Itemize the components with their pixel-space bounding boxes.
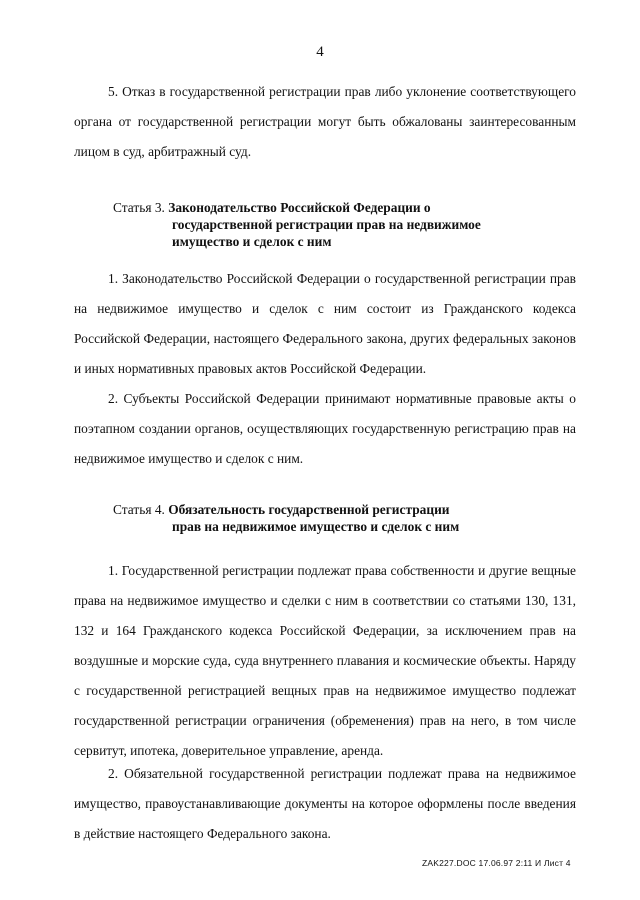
article3-title-line1: Законодательство Российской Федерации о bbox=[168, 200, 431, 215]
paragraph-article3-item2: 2. Субъекты Российской Федерации принимают нормативные правовые акты о поэтапном создании органов, осуществляющих государственную регистрацию прав на недвижимое имущество и сделок с ним. bbox=[74, 391, 576, 466]
paragraph-article3-item1: 1. Законодательство Российской Федерации о государственной регистрации прав на недвижимое имущество и сделок с ним состоит из Гражданского кодекса Российской Федерации, настоящего Федерального закона, других федеральных законов и иных нормативных правовых актов Российской Федерации. bbox=[74, 271, 576, 376]
article4-number: Статья 4. bbox=[113, 502, 165, 517]
article4-title-line2: прав на недвижимое имущество и сделок с ним bbox=[172, 519, 460, 534]
article3-title-line3: имущество и сделок с ним bbox=[172, 234, 332, 249]
paragraph-article2-item5: 5. Отказ в государственной регистрации прав либо уклонение соответствующего органа от государственной регистрации могут быть обжалованы заинтересованным лицом в суд, арбитражный суд. bbox=[74, 84, 576, 159]
article3-number: Статья 3. bbox=[113, 200, 165, 215]
page-number: 4 bbox=[316, 44, 324, 60]
article4-heading bbox=[113, 501, 533, 535]
article3-heading bbox=[113, 199, 533, 250]
document-footer: ZAK227.DOC 17.06.97 2:11 И Лист 4 bbox=[422, 858, 571, 868]
paragraph-article4-item2: 2. Обязательной государственной регистрации подлежат права на недвижимое имущество, правоустанавливающие документы на которое оформлены после введения в действие настоящего Федерального закона. bbox=[74, 766, 576, 841]
article3-title-line2: государственной регистрации прав на недвижимое bbox=[172, 217, 481, 232]
paragraph-article4-item1: 1. Государственной регистрации подлежат права собственности и другие вещные права на недвижимое имущество и сделки с ним в соответствии со статьями 130, 131, 132 и 164 Гражданского кодекса Российской Федерации, за исключением прав на воздушные и морские суда, суда внутреннего плавания и космические объекты. Наряду с государственной регистрацией вещных прав на недвижимое имущество подлежат государственной регистрации ограничения (обременения) прав на него, в том числе сервитут, ипотека, доверительное управление, аренда. bbox=[74, 563, 576, 758]
article4-title-line1: Обязательность государственной регистрации bbox=[168, 502, 450, 517]
